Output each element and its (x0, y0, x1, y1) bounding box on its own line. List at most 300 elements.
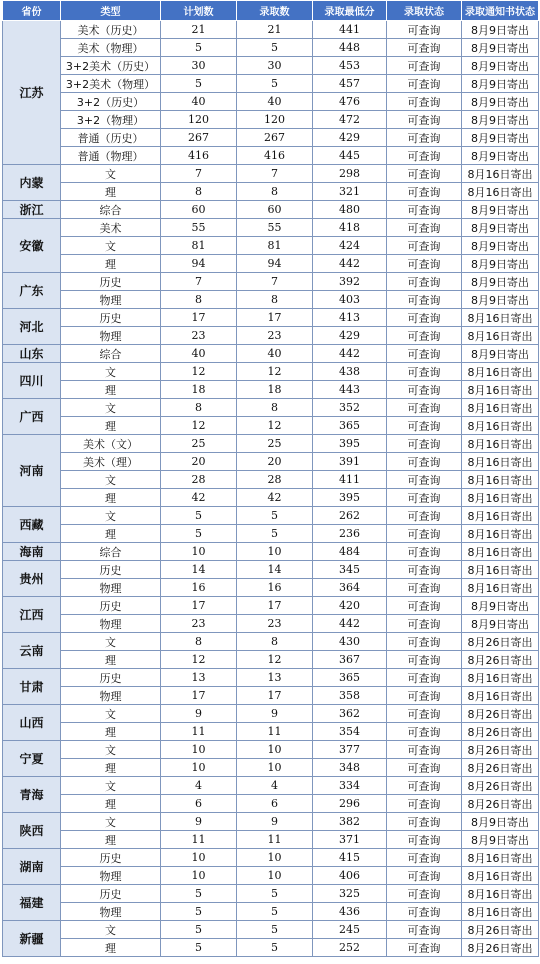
status-cell: 可查询 (387, 885, 462, 903)
type-cell: 3+2（物理） (61, 111, 161, 129)
province-cell: 海南 (3, 543, 61, 561)
table-row (3, 381, 539, 399)
admission-table (2, 0, 539, 957)
min-score-cell: 484 (313, 543, 387, 561)
min-score-cell: 457 (313, 75, 387, 93)
admitted-count-cell: 5 (237, 939, 313, 957)
admitted-count-cell: 10 (237, 867, 313, 885)
admitted-count-cell: 8 (237, 399, 313, 417)
admitted-count-cell: 8 (237, 291, 313, 309)
min-score-cell: 448 (313, 39, 387, 57)
type-cell: 历史 (61, 273, 161, 291)
table-row (3, 39, 539, 57)
status-cell: 可查询 (387, 903, 462, 921)
min-score-cell: 354 (313, 723, 387, 741)
table-row (3, 309, 539, 327)
table-row (3, 471, 539, 489)
plan-count-cell: 5 (161, 75, 237, 93)
status-cell: 可查询 (387, 471, 462, 489)
plan-count-cell: 8 (161, 633, 237, 651)
min-score-cell: 453 (313, 57, 387, 75)
admitted-count-cell: 17 (237, 309, 313, 327)
admitted-count-cell: 20 (237, 453, 313, 471)
status-cell: 可查询 (387, 237, 462, 255)
type-cell: 历史 (61, 669, 161, 687)
admitted-count-cell: 17 (237, 687, 313, 705)
admitted-count-cell: 5 (237, 75, 313, 93)
type-cell: 物理 (61, 687, 161, 705)
province-cell: 四川 (3, 363, 61, 399)
notice-status-cell: 8月16日寄出 (462, 309, 539, 327)
table-row (3, 579, 539, 597)
province-cell: 河南 (3, 435, 61, 507)
notice-status-cell: 8月26日寄出 (462, 651, 539, 669)
col-header-plan: 计划数 (161, 1, 237, 21)
min-score-cell: 436 (313, 903, 387, 921)
notice-status-cell: 8月26日寄出 (462, 741, 539, 759)
table-row (3, 525, 539, 543)
table-body (3, 21, 539, 957)
admitted-count-cell: 40 (237, 345, 313, 363)
admitted-count-cell: 21 (237, 21, 313, 39)
status-cell: 可查询 (387, 579, 462, 597)
plan-count-cell: 9 (161, 813, 237, 831)
min-score-cell: 411 (313, 471, 387, 489)
admitted-count-cell: 94 (237, 255, 313, 273)
plan-count-cell: 81 (161, 237, 237, 255)
plan-count-cell: 5 (161, 903, 237, 921)
status-cell: 可查询 (387, 129, 462, 147)
min-score-cell: 430 (313, 633, 387, 651)
table-row (3, 291, 539, 309)
admitted-count-cell: 8 (237, 183, 313, 201)
plan-count-cell: 5 (161, 885, 237, 903)
status-cell: 可查询 (387, 849, 462, 867)
type-cell: 物理 (61, 867, 161, 885)
type-cell: 历史 (61, 885, 161, 903)
status-cell: 可查询 (387, 831, 462, 849)
type-cell: 物理 (61, 291, 161, 309)
notice-status-cell: 8月16日寄出 (462, 525, 539, 543)
admitted-count-cell: 7 (237, 165, 313, 183)
admitted-count-cell: 16 (237, 579, 313, 597)
table-row (3, 183, 539, 201)
header-row (3, 1, 539, 21)
admitted-count-cell: 10 (237, 849, 313, 867)
admitted-count-cell: 10 (237, 741, 313, 759)
province-cell: 河北 (3, 309, 61, 345)
type-cell: 文 (61, 471, 161, 489)
plan-count-cell: 16 (161, 579, 237, 597)
min-score-cell: 420 (313, 597, 387, 615)
table-row (3, 201, 539, 219)
table-row (3, 795, 539, 813)
plan-count-cell: 40 (161, 93, 237, 111)
notice-status-cell: 8月9日寄出 (462, 615, 539, 633)
type-cell: 理 (61, 255, 161, 273)
notice-status-cell: 8月16日寄出 (462, 363, 539, 381)
plan-count-cell: 14 (161, 561, 237, 579)
type-cell: 普通（物理） (61, 147, 161, 165)
admitted-count-cell: 5 (237, 507, 313, 525)
admitted-count-cell: 23 (237, 615, 313, 633)
province-cell: 云南 (3, 633, 61, 669)
plan-count-cell: 416 (161, 147, 237, 165)
table-row (3, 21, 539, 39)
table-row (3, 111, 539, 129)
admitted-count-cell: 11 (237, 831, 313, 849)
notice-status-cell: 8月9日寄出 (462, 345, 539, 363)
table-row (3, 147, 539, 165)
min-score-cell: 392 (313, 273, 387, 291)
status-cell: 可查询 (387, 543, 462, 561)
admitted-count-cell: 267 (237, 129, 313, 147)
status-cell: 可查询 (387, 759, 462, 777)
admitted-count-cell: 81 (237, 237, 313, 255)
status-cell: 可查询 (387, 93, 462, 111)
status-cell: 可查询 (387, 219, 462, 237)
notice-status-cell: 8月9日寄出 (462, 813, 539, 831)
plan-count-cell: 25 (161, 435, 237, 453)
table-row (3, 453, 539, 471)
status-cell: 可查询 (387, 381, 462, 399)
min-score-cell: 438 (313, 363, 387, 381)
table-row (3, 615, 539, 633)
notice-status-cell: 8月9日寄出 (462, 831, 539, 849)
table-row (3, 777, 539, 795)
plan-count-cell: 12 (161, 363, 237, 381)
min-score-cell: 442 (313, 255, 387, 273)
plan-count-cell: 23 (161, 615, 237, 633)
status-cell: 可查询 (387, 345, 462, 363)
plan-count-cell: 5 (161, 939, 237, 957)
table-row (3, 363, 539, 381)
plan-count-cell: 10 (161, 741, 237, 759)
status-cell: 可查询 (387, 291, 462, 309)
min-score-cell: 403 (313, 291, 387, 309)
type-cell: 3+2美术（物理） (61, 75, 161, 93)
notice-status-cell: 8月9日寄出 (462, 597, 539, 615)
type-cell: 文 (61, 741, 161, 759)
admitted-count-cell: 17 (237, 597, 313, 615)
table-row (3, 759, 539, 777)
table-row (3, 633, 539, 651)
notice-status-cell: 8月16日寄出 (462, 381, 539, 399)
status-cell: 可查询 (387, 309, 462, 327)
min-score-cell: 406 (313, 867, 387, 885)
notice-status-cell: 8月9日寄出 (462, 219, 539, 237)
type-cell: 历史 (61, 849, 161, 867)
plan-count-cell: 120 (161, 111, 237, 129)
notice-status-cell: 8月16日寄出 (462, 399, 539, 417)
type-cell: 理 (61, 939, 161, 957)
min-score-cell: 442 (313, 345, 387, 363)
notice-status-cell: 8月9日寄出 (462, 129, 539, 147)
plan-count-cell: 55 (161, 219, 237, 237)
plan-count-cell: 5 (161, 507, 237, 525)
table-row (3, 813, 539, 831)
notice-status-cell: 8月9日寄出 (462, 21, 539, 39)
table-row (3, 903, 539, 921)
province-cell: 浙江 (3, 201, 61, 219)
notice-status-cell: 8月9日寄出 (462, 75, 539, 93)
status-cell: 可查询 (387, 597, 462, 615)
min-score-cell: 334 (313, 777, 387, 795)
notice-status-cell: 8月26日寄出 (462, 705, 539, 723)
status-cell: 可查询 (387, 75, 462, 93)
admitted-count-cell: 30 (237, 57, 313, 75)
notice-status-cell: 8月16日寄出 (462, 435, 539, 453)
admitted-count-cell: 4 (237, 777, 313, 795)
col-header-province: 省份 (3, 1, 61, 21)
table-row (3, 273, 539, 291)
status-cell: 可查询 (387, 57, 462, 75)
notice-status-cell: 8月16日寄出 (462, 489, 539, 507)
min-score-cell: 365 (313, 669, 387, 687)
plan-count-cell: 8 (161, 183, 237, 201)
notice-status-cell: 8月9日寄出 (462, 201, 539, 219)
table-row (3, 129, 539, 147)
min-score-cell: 371 (313, 831, 387, 849)
notice-status-cell: 8月9日寄出 (462, 111, 539, 129)
type-cell: 理 (61, 759, 161, 777)
plan-count-cell: 267 (161, 129, 237, 147)
plan-count-cell: 4 (161, 777, 237, 795)
min-score-cell: 382 (313, 813, 387, 831)
table-row (3, 417, 539, 435)
type-cell: 理 (61, 183, 161, 201)
type-cell: 文 (61, 237, 161, 255)
status-cell: 可查询 (387, 795, 462, 813)
table-row (3, 651, 539, 669)
notice-status-cell: 8月9日寄出 (462, 147, 539, 165)
status-cell: 可查询 (387, 489, 462, 507)
notice-status-cell: 8月16日寄出 (462, 579, 539, 597)
plan-count-cell: 13 (161, 669, 237, 687)
type-cell: 理 (61, 831, 161, 849)
table-row (3, 327, 539, 345)
province-cell: 广西 (3, 399, 61, 435)
notice-status-cell: 8月16日寄出 (462, 165, 539, 183)
plan-count-cell: 21 (161, 21, 237, 39)
type-cell: 3+2（历史） (61, 93, 161, 111)
status-cell: 可查询 (387, 651, 462, 669)
type-cell: 历史 (61, 309, 161, 327)
min-score-cell: 476 (313, 93, 387, 111)
min-score-cell: 298 (313, 165, 387, 183)
table-row (3, 489, 539, 507)
min-score-cell: 424 (313, 237, 387, 255)
plan-count-cell: 10 (161, 759, 237, 777)
type-cell: 理 (61, 417, 161, 435)
plan-count-cell: 17 (161, 597, 237, 615)
status-cell: 可查询 (387, 669, 462, 687)
plan-count-cell: 12 (161, 417, 237, 435)
plan-count-cell: 9 (161, 705, 237, 723)
notice-status-cell: 8月9日寄出 (462, 291, 539, 309)
province-cell: 安徽 (3, 219, 61, 273)
status-cell: 可查询 (387, 939, 462, 957)
province-cell: 江苏 (3, 21, 61, 165)
notice-status-cell: 8月16日寄出 (462, 687, 539, 705)
status-cell: 可查询 (387, 21, 462, 39)
table-row (3, 705, 539, 723)
notice-status-cell: 8月16日寄出 (462, 867, 539, 885)
type-cell: 理 (61, 489, 161, 507)
table-row (3, 255, 539, 273)
status-cell: 可查询 (387, 417, 462, 435)
notice-status-cell: 8月16日寄出 (462, 561, 539, 579)
status-cell: 可查询 (387, 111, 462, 129)
min-score-cell: 358 (313, 687, 387, 705)
plan-count-cell: 7 (161, 273, 237, 291)
notice-status-cell: 8月16日寄出 (462, 417, 539, 435)
province-cell: 陕西 (3, 813, 61, 849)
notice-status-cell: 8月26日寄出 (462, 921, 539, 939)
table-row (3, 165, 539, 183)
notice-status-cell: 8月26日寄出 (462, 777, 539, 795)
province-cell: 山西 (3, 705, 61, 741)
admitted-count-cell: 5 (237, 921, 313, 939)
table-row (3, 561, 539, 579)
min-score-cell: 364 (313, 579, 387, 597)
notice-status-cell: 8月16日寄出 (462, 849, 539, 867)
type-cell: 美术（文） (61, 435, 161, 453)
table-row (3, 921, 539, 939)
notice-status-cell: 8月9日寄出 (462, 39, 539, 57)
min-score-cell: 442 (313, 615, 387, 633)
notice-status-cell: 8月16日寄出 (462, 903, 539, 921)
province-cell: 西藏 (3, 507, 61, 543)
min-score-cell: 429 (313, 327, 387, 345)
notice-status-cell: 8月16日寄出 (462, 543, 539, 561)
min-score-cell: 362 (313, 705, 387, 723)
min-score-cell: 441 (313, 21, 387, 39)
type-cell: 理 (61, 795, 161, 813)
status-cell: 可查询 (387, 255, 462, 273)
plan-count-cell: 10 (161, 543, 237, 561)
status-cell: 可查询 (387, 687, 462, 705)
type-cell: 物理 (61, 579, 161, 597)
status-cell: 可查询 (387, 327, 462, 345)
admitted-count-cell: 8 (237, 633, 313, 651)
notice-status-cell: 8月9日寄出 (462, 237, 539, 255)
min-score-cell: 367 (313, 651, 387, 669)
col-header-type: 类型 (61, 1, 161, 21)
notice-status-cell: 8月16日寄出 (462, 507, 539, 525)
type-cell: 历史 (61, 597, 161, 615)
admitted-count-cell: 6 (237, 795, 313, 813)
notice-status-cell: 8月26日寄出 (462, 633, 539, 651)
plan-count-cell: 28 (161, 471, 237, 489)
admitted-count-cell: 12 (237, 651, 313, 669)
admitted-count-cell: 14 (237, 561, 313, 579)
status-cell: 可查询 (387, 723, 462, 741)
admitted-count-cell: 5 (237, 885, 313, 903)
plan-count-cell: 5 (161, 39, 237, 57)
status-cell: 可查询 (387, 705, 462, 723)
table-row (3, 399, 539, 417)
plan-count-cell: 5 (161, 525, 237, 543)
min-score-cell: 445 (313, 147, 387, 165)
min-score-cell: 395 (313, 435, 387, 453)
province-cell: 贵州 (3, 561, 61, 597)
status-cell: 可查询 (387, 183, 462, 201)
admitted-count-cell: 55 (237, 219, 313, 237)
plan-count-cell: 20 (161, 453, 237, 471)
admitted-count-cell: 10 (237, 759, 313, 777)
type-cell: 综合 (61, 345, 161, 363)
min-score-cell: 443 (313, 381, 387, 399)
admitted-count-cell: 120 (237, 111, 313, 129)
table-row (3, 435, 539, 453)
type-cell: 文 (61, 813, 161, 831)
min-score-cell: 345 (313, 561, 387, 579)
province-cell: 新疆 (3, 921, 61, 957)
table-row (3, 93, 539, 111)
status-cell: 可查询 (387, 363, 462, 381)
table-row (3, 75, 539, 93)
col-header-min-score: 录取最低分 (313, 1, 387, 21)
notice-status-cell: 8月26日寄出 (462, 939, 539, 957)
plan-count-cell: 6 (161, 795, 237, 813)
province-cell: 广东 (3, 273, 61, 309)
status-cell: 可查询 (387, 165, 462, 183)
status-cell: 可查询 (387, 147, 462, 165)
notice-status-cell: 8月16日寄出 (462, 453, 539, 471)
table-row (3, 669, 539, 687)
status-cell: 可查询 (387, 39, 462, 57)
table-row (3, 345, 539, 363)
min-score-cell: 429 (313, 129, 387, 147)
min-score-cell: 252 (313, 939, 387, 957)
table-row (3, 57, 539, 75)
table-row (3, 723, 539, 741)
table-row (3, 597, 539, 615)
notice-status-cell: 8月26日寄出 (462, 723, 539, 741)
plan-count-cell: 7 (161, 165, 237, 183)
plan-count-cell: 94 (161, 255, 237, 273)
plan-count-cell: 5 (161, 921, 237, 939)
status-cell: 可查询 (387, 921, 462, 939)
min-score-cell: 480 (313, 201, 387, 219)
notice-status-cell: 8月16日寄出 (462, 669, 539, 687)
admitted-count-cell: 28 (237, 471, 313, 489)
province-cell: 湖南 (3, 849, 61, 885)
type-cell: 文 (61, 399, 161, 417)
min-score-cell: 321 (313, 183, 387, 201)
min-score-cell: 365 (313, 417, 387, 435)
plan-count-cell: 8 (161, 291, 237, 309)
plan-count-cell: 10 (161, 867, 237, 885)
plan-count-cell: 60 (161, 201, 237, 219)
plan-count-cell: 23 (161, 327, 237, 345)
min-score-cell: 377 (313, 741, 387, 759)
min-score-cell: 262 (313, 507, 387, 525)
type-cell: 物理 (61, 903, 161, 921)
status-cell: 可查询 (387, 201, 462, 219)
type-cell: 理 (61, 525, 161, 543)
table-row (3, 741, 539, 759)
table-row (3, 867, 539, 885)
type-cell: 综合 (61, 201, 161, 219)
admitted-count-cell: 11 (237, 723, 313, 741)
notice-status-cell: 8月9日寄出 (462, 273, 539, 291)
plan-count-cell: 12 (161, 651, 237, 669)
notice-status-cell: 8月16日寄出 (462, 183, 539, 201)
province-cell: 山东 (3, 345, 61, 363)
type-cell: 文 (61, 363, 161, 381)
